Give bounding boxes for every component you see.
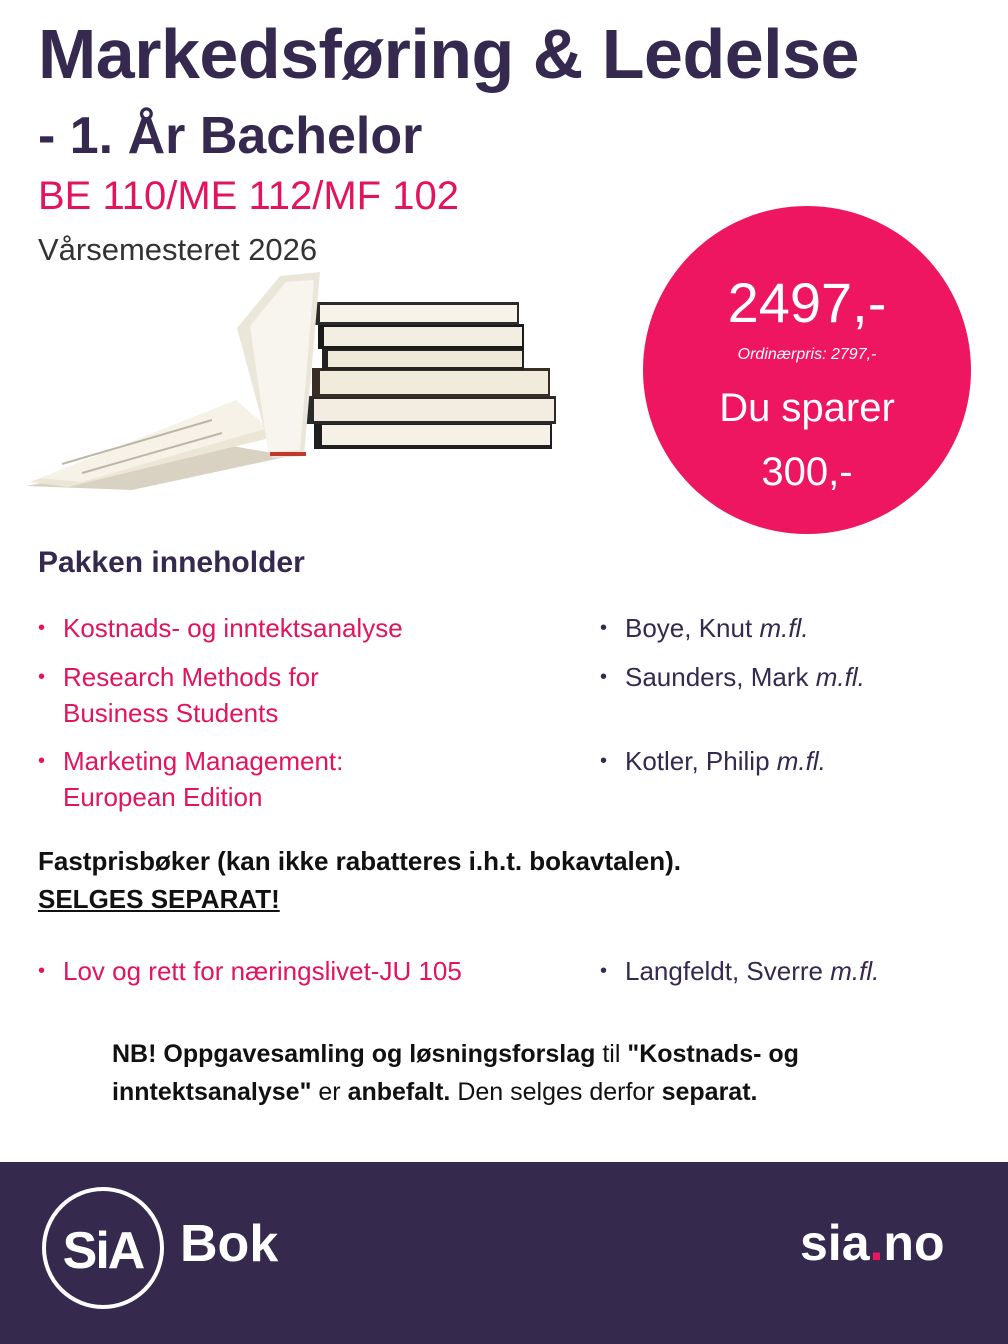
book-title-line: Kostnads- og inntektsanalyse (63, 613, 403, 643)
book-author: • Boye, Knut m.fl. (600, 610, 809, 646)
bullet-icon: • (38, 750, 46, 772)
book-title-line: Research Methods for (63, 662, 319, 692)
course-codes: BE 110/ME 112/MF 102 (38, 174, 459, 218)
ordinary-price: Ordinærpris: 2797,- (737, 346, 877, 363)
sold-separately-note: SELGES SEPARAT! (38, 884, 280, 914)
book-title-line: Marketing Management: (63, 746, 344, 776)
book-title (38, 610, 403, 646)
savings-amount: 300,- (761, 450, 853, 494)
bullet-icon: • (600, 750, 608, 772)
book-title-line: European Edition (63, 782, 263, 812)
page-subtitle: - 1. År Bachelor (38, 107, 423, 165)
bullet-icon: • (38, 666, 46, 688)
savings-label: Du sparer (719, 386, 895, 430)
website-link[interactable]: sia.no (800, 1215, 945, 1271)
semester-label: Vårsemesteret 2026 (38, 232, 318, 267)
logo-sia-text: SiA (62, 1222, 144, 1280)
bullet-icon: • (38, 617, 46, 639)
fixed-book-author: • Langfeldt, Sverre m.fl. (600, 953, 879, 989)
bullet-icon: • (600, 617, 608, 639)
price-badge (643, 206, 971, 534)
book-author: • Saunders, Mark m.fl. (600, 659, 865, 695)
nb-recommendation-note: NB! Oppgavesamling og løsningsforslag til "Kostnads- og inntektsanalyse" er anbefalt. Den selges derfor separat. (112, 1040, 799, 1106)
bullet-icon: • (600, 666, 608, 688)
fixed-price-note: Fastprisbøker (kan ikke rabatteres i.h.t. bokavtalen). (38, 846, 682, 876)
book-title (38, 659, 319, 731)
package-heading: Pakken inneholder (38, 546, 305, 579)
book-title-line: Business Students (63, 698, 279, 728)
package-price: 2497,- (727, 271, 887, 334)
books-illustration (22, 268, 567, 490)
logo-bok-text: Bok (180, 1215, 279, 1273)
sia-logo (42, 1187, 164, 1309)
fixed-book-title: • Lov og rett for næringslivet-JU 105 (38, 953, 462, 989)
book-author: • Kotler, Philip m.fl. (600, 743, 826, 779)
footer (0, 1162, 1008, 1344)
book-title (38, 743, 343, 815)
bullet-icon: • (600, 960, 608, 982)
bullet-icon: • (38, 960, 46, 982)
page-title: Markedsføring & Ledelse (38, 15, 859, 93)
